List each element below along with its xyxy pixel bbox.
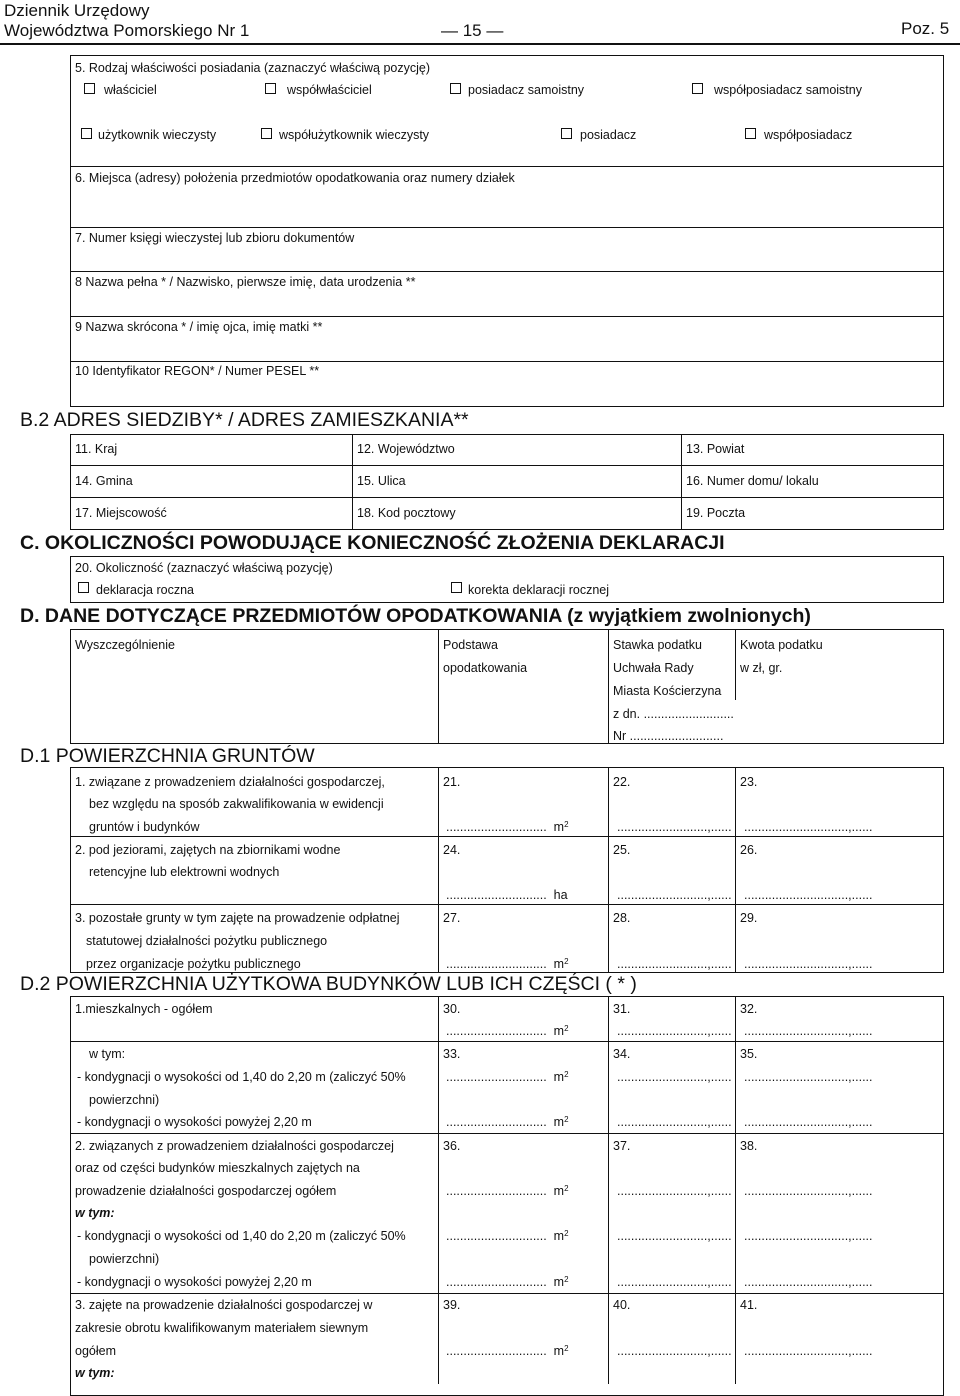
checkbox-co-owner[interactable]: [265, 83, 276, 94]
checkbox-owner[interactable]: [84, 83, 95, 94]
dots: .............................: [446, 1115, 547, 1129]
unit: m: [553, 1070, 565, 1084]
unit: m: [553, 957, 565, 971]
checkbox-perpetual-co-user[interactable]: [261, 128, 272, 139]
field-16-label: 16. Numer domu/ lokalu: [686, 474, 819, 488]
divider: [70, 1293, 944, 1294]
base-input[interactable]: [446, 1070, 569, 1084]
amount-input[interactable]: ..............................,......: [744, 1344, 873, 1358]
field-8-label: 8 Nazwa pełna * / Nazwisko, pierwsze imię, data urodzenia **: [75, 275, 416, 289]
dots: .............................: [446, 1184, 547, 1198]
base-input[interactable]: [446, 1024, 569, 1038]
field-number: 24.: [443, 843, 461, 857]
unit: m: [553, 1344, 565, 1358]
divider: [70, 497, 944, 498]
row-label: powierzchni): [89, 1093, 160, 1107]
option-label: użytkownik wieczysty: [98, 128, 217, 142]
unit: ha: [553, 888, 568, 902]
divider: [608, 996, 609, 1384]
divider: [735, 629, 736, 700]
unit: m: [553, 1024, 565, 1038]
col-rate-label: Miasta Kościerzyna: [613, 684, 722, 698]
divider: [608, 767, 609, 973]
amount-input[interactable]: ..............................,......: [744, 957, 873, 971]
col-amount-label: Kwota podatku: [740, 638, 823, 652]
divider: [735, 767, 736, 973]
col-description-label: Wyszczególnienie: [75, 638, 175, 652]
field-number: 26.: [740, 843, 758, 857]
page-number: — 15 —: [441, 21, 504, 40]
section-d-title: D. DANE DOTYCZĄCE PRZEDMIOTÓW OPODATKOWANIA (z wyjątkiem zwolnionych): [20, 605, 811, 627]
amount-input[interactable]: ..............................,......: [744, 1229, 873, 1243]
field-13-label: 13. Powiat: [686, 442, 745, 456]
row-label: bez względu na sposób zakwalifikowania w ewidencji: [89, 797, 384, 811]
unit-superscript: 2: [564, 820, 569, 829]
field-9-label: 9 Nazwa skrócona * / imię ojca, imię matki **: [75, 320, 323, 334]
divider: [70, 836, 944, 837]
divider: [70, 465, 944, 466]
amount-input[interactable]: ..............................,......: [744, 1184, 873, 1198]
rate-input[interactable]: ..........................,......: [617, 888, 732, 902]
field-number: 35.: [740, 1047, 758, 1061]
field-11-label: 11. Kraj: [75, 442, 118, 456]
publisher-title: Dziennik Urzędowy: [4, 1, 150, 20]
rate-input[interactable]: ..........................,......: [617, 957, 732, 971]
unit-superscript: 2: [564, 1070, 569, 1079]
field-number: 25.: [613, 843, 631, 857]
divider: [70, 1041, 944, 1042]
divider: [70, 904, 944, 905]
field-20-label: 20. Okoliczność (zaznaczyć właściwą pozycję): [75, 561, 333, 575]
field-17-label: 17. Miejscowość: [75, 506, 167, 520]
base-input[interactable]: [446, 888, 568, 902]
col-rate-date: z dn. ..........................: [613, 707, 734, 721]
row-label: gruntów i budynków: [89, 820, 200, 834]
section-d1-title: D.1 POWIERZCHNIA GRUNTÓW: [20, 745, 315, 767]
dots: .............................: [446, 957, 547, 971]
row-label: 2. związanych z prowadzeniem działalności gospodarczej: [75, 1139, 394, 1153]
amount-input[interactable]: ..............................,......: [744, 1115, 873, 1129]
col-amount-label: w zł, gr.: [740, 661, 783, 675]
row-label: 3. pozostałe grunty w tym zajęte na prowadzenie odpłatnej: [75, 911, 400, 925]
row-label: - kondygnacji o wysokości powyżej 2,20 m: [77, 1115, 312, 1129]
checkbox-holder[interactable]: [561, 128, 572, 139]
option-label: współposiadacz samoistny: [714, 83, 862, 97]
section-d2-title: D.2 POWIERZCHNIA UŻYTKOWA BUDYNKÓW LUB ICH CZĘŚCI ( * ): [20, 973, 637, 995]
rate-input[interactable]: ..........................,......: [617, 1184, 732, 1198]
base-input[interactable]: [446, 1344, 569, 1358]
dots: .............................: [446, 1229, 547, 1243]
row-label: powierzchni): [89, 1252, 160, 1266]
row-label: statutowej działalności pożytku publicznego: [86, 934, 328, 948]
row-label: w tym:: [89, 1047, 126, 1061]
row-label: ogółem: [75, 1344, 116, 1358]
unit-superscript: 2: [564, 1184, 569, 1193]
row-label: prowadzenie działalności gospodarczej ogółem: [75, 1184, 337, 1198]
col-rate-label: Uchwała Rady: [613, 661, 694, 675]
rate-input[interactable]: ..........................,......: [617, 1115, 732, 1129]
field-number: 31.: [613, 1002, 631, 1016]
row-label: przez organizacje pożytku publicznego: [86, 957, 301, 971]
divider: [608, 629, 609, 744]
field-number: 33.: [443, 1047, 461, 1061]
section-b2-title: B.2 ADRES SIEDZIBY* / ADRES ZAMIESZKANIA**: [20, 409, 469, 431]
unit: m: [553, 1275, 565, 1289]
unit-superscript: 2: [564, 1024, 569, 1033]
option-label: współwłaściciel: [287, 83, 372, 97]
position-number: Poz. 5: [901, 19, 950, 38]
unit-superscript: 2: [564, 957, 569, 966]
field-number: 41.: [740, 1298, 758, 1312]
field-number: 28.: [613, 911, 631, 925]
option-label: posiadacz samoistny: [468, 83, 585, 97]
row-label: - kondygnacji o wysokości od 1,40 do 2,20 m (zaliczyć 50%: [77, 1229, 406, 1243]
unit: m: [553, 1229, 565, 1243]
unit: m: [553, 820, 565, 834]
divider: [438, 767, 439, 973]
field-number: 36.: [443, 1139, 461, 1153]
field-6-label: 6. Miejsca (adresy) położenia przedmiotów opodatkowania oraz numery działek: [75, 171, 515, 185]
checkbox-annual-correction[interactable]: [451, 582, 462, 593]
unit: m: [553, 1184, 565, 1198]
rate-input[interactable]: ..........................,......: [617, 1344, 732, 1358]
unit-superscript: 2: [564, 1275, 569, 1284]
field-number: 32.: [740, 1002, 758, 1016]
option-label: współposiadacz: [764, 128, 853, 142]
field-15-label: 15. Ulica: [357, 474, 406, 488]
field-14-label: 14. Gmina: [75, 474, 133, 488]
amount-input[interactable]: ..............................,......: [744, 820, 873, 834]
field-number: 27.: [443, 911, 461, 925]
checkbox-co-holder[interactable]: [745, 128, 756, 139]
col-base-label: Podstawa: [443, 638, 498, 652]
option-label: współużytkownik wieczysty: [279, 128, 430, 142]
amount-input[interactable]: ..............................,......: [744, 1024, 873, 1038]
dots: .............................: [446, 888, 547, 902]
base-input[interactable]: [446, 1184, 569, 1198]
field-number: 39.: [443, 1298, 461, 1312]
field-number: 30.: [443, 1002, 461, 1016]
field-10-label: 10 Identyfikator REGON* / Numer PESEL **: [75, 364, 320, 378]
col-rate-label: Stawka podatku: [613, 638, 702, 652]
base-input[interactable]: [446, 820, 569, 834]
divider: [438, 629, 439, 744]
checkbox-independent-co-holder[interactable]: [692, 83, 703, 94]
amount-input[interactable]: ..............................,......: [744, 1070, 873, 1084]
row-label: zakresie obrotu kwalifikowanym materiałem siewnym: [75, 1321, 369, 1335]
base-input[interactable]: [446, 957, 569, 971]
header-rule: [0, 43, 960, 45]
rate-input[interactable]: ..........................,......: [617, 1229, 732, 1243]
option-label: posiadacz: [580, 128, 637, 142]
row-label: 2. pod jeziorami, zajętych na zbiornikami wodne: [75, 843, 341, 857]
field-19-label: 19. Poczta: [686, 506, 746, 520]
row-label: - kondygnacji o wysokości powyżej 2,20 m: [77, 1275, 312, 1289]
unit: m: [553, 1115, 565, 1129]
col-base-label: opodatkowania: [443, 661, 528, 675]
field-number: 29.: [740, 911, 758, 925]
section-c-title: C. OKOLICZNOŚCI POWODUJĄCE KONIECZNOŚĆ ZŁOŻENIA DEKLARACJI: [20, 532, 725, 554]
field-number: 34.: [613, 1047, 631, 1061]
field-12-label: 12. Województwo: [357, 442, 455, 456]
dots: .............................: [446, 1070, 547, 1084]
divider: [438, 996, 439, 1384]
unit-superscript: 2: [564, 1115, 569, 1124]
rate-input[interactable]: ..........................,......: [617, 1024, 732, 1038]
unit-superscript: 2: [564, 1229, 569, 1238]
option-label: korekta deklaracji rocznej: [468, 583, 610, 597]
row-label: retencyjne lub elektrowni wodnych: [89, 865, 280, 879]
dots: .............................: [446, 1275, 547, 1289]
field-18-label: 18. Kod pocztowy: [357, 506, 456, 520]
divider: [735, 996, 736, 1384]
ownership-title: 5. Rodzaj właściwości posiadania (zaznaczyć właściwą pozycję): [75, 61, 431, 75]
amount-input[interactable]: ..............................,......: [744, 888, 873, 902]
row-label: w tym:: [75, 1206, 115, 1220]
publisher-subtitle: Województwa Pomorskiego Nr 1: [4, 21, 250, 40]
base-input[interactable]: [446, 1115, 569, 1129]
base-input[interactable]: [446, 1229, 569, 1243]
field-number: 40.: [613, 1298, 631, 1312]
rate-input[interactable]: ..........................,......: [617, 1275, 732, 1289]
divider: [352, 434, 353, 530]
row-label: 1.mieszkalnych - ogółem: [75, 1002, 213, 1016]
base-input[interactable]: [446, 1275, 569, 1289]
row-label: w tym:: [75, 1366, 115, 1380]
divider: [681, 434, 682, 530]
dots: .............................: [446, 820, 547, 834]
field-number: 22.: [613, 775, 631, 789]
checkbox-perpetual-user[interactable]: [81, 128, 92, 139]
col-rate-number: Nr ...........................: [613, 729, 724, 743]
row-label: 3. zajęte na prowadzenie działalności gospodarczej w: [75, 1298, 373, 1312]
field-number: 21.: [443, 775, 461, 789]
checkbox-annual-declaration[interactable]: [78, 582, 89, 593]
option-label: właściciel: [104, 83, 157, 97]
field-number: 37.: [613, 1139, 631, 1153]
field-7-label: 7. Numer księgi wieczystej lub zbioru dokumentów: [75, 231, 355, 245]
dots: .............................: [446, 1024, 547, 1038]
divider: [70, 1133, 944, 1134]
field-number: 23.: [740, 775, 758, 789]
amount-input[interactable]: ..............................,......: [744, 1275, 873, 1289]
option-label: deklaracja roczna: [96, 583, 194, 597]
dots: .............................: [446, 1344, 547, 1358]
row-label: oraz od części budynków mieszkalnych zajętych na: [75, 1161, 360, 1175]
checkbox-independent-holder[interactable]: [450, 83, 461, 94]
unit-superscript: 2: [564, 1344, 569, 1353]
row-label: - kondygnacji o wysokości od 1,40 do 2,20 m (zaliczyć 50%: [77, 1070, 406, 1084]
field-number: 38.: [740, 1139, 758, 1153]
rate-input[interactable]: ..........................,......: [617, 1070, 732, 1084]
rate-input[interactable]: ..........................,......: [617, 820, 732, 834]
row-label: 1. związane z prowadzeniem działalności gospodarczej,: [75, 775, 385, 789]
